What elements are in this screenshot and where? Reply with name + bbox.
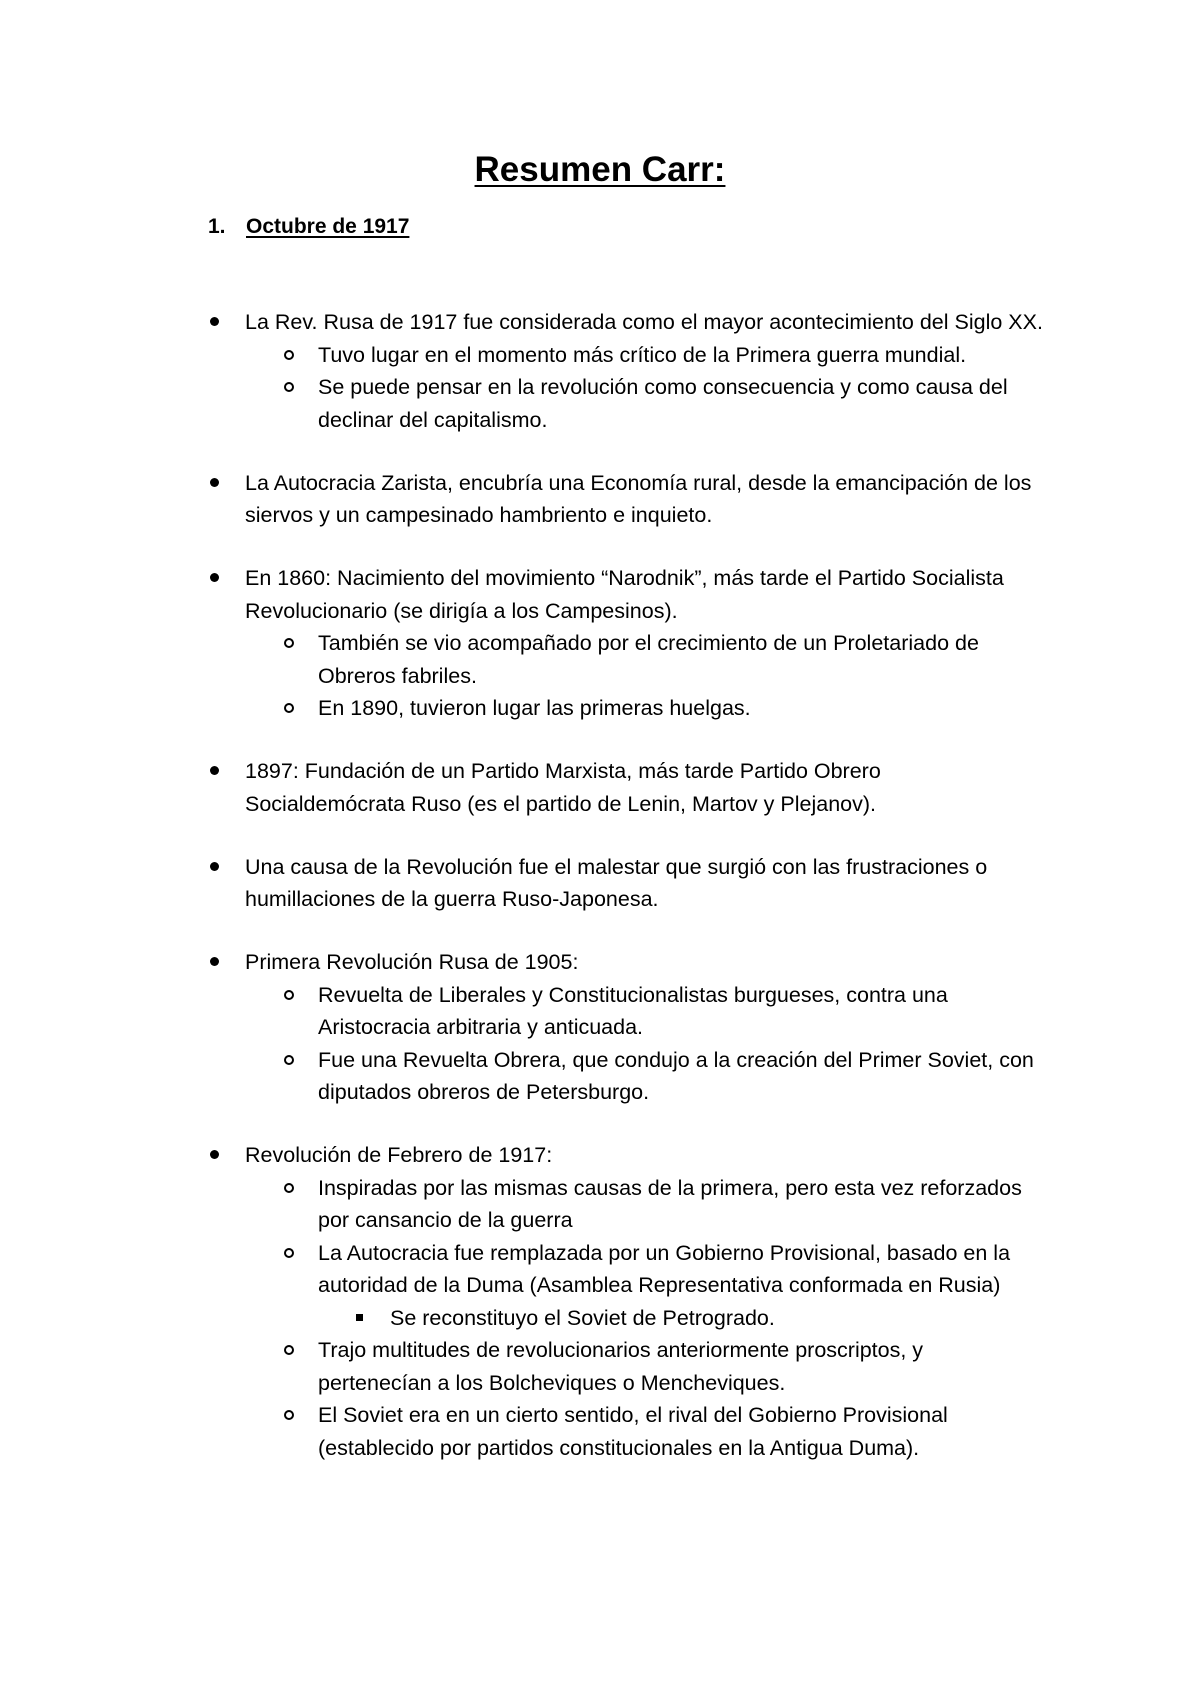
bullet-list — [0, 306, 1200, 1464]
list-item: El Soviet era en un cierto sentido, el rival del Gobierno Provisional (establecido por partidos constitucionales en la Antigua Duma). — [318, 1399, 1038, 1464]
bullet-circle-icon — [284, 350, 294, 360]
bullet-dot-icon — [210, 766, 219, 775]
list-item: Primera Revolución Rusa de 1905: — [245, 946, 1045, 979]
list-item: Una causa de la Revolución fue el malestar que surgió con las frustraciones o humillaciones de la guerra Ruso-Japonesa. — [245, 851, 1045, 916]
bullet-circle-icon — [284, 990, 294, 1000]
bullet-circle-icon — [284, 1345, 294, 1355]
list-item: Tuvo lugar en el momento más crítico de la Primera guerra mundial. — [318, 339, 1038, 372]
bullet-dot-icon — [210, 478, 219, 487]
section-heading-text: Octubre de 1917 — [246, 215, 410, 238]
list-item: Inspiradas por las mismas causas de la primera, pero esta vez reforzados por cansancio de la guerra — [318, 1172, 1038, 1237]
bullet-circle-icon — [284, 703, 294, 713]
bullet-square-icon — [356, 1314, 363, 1321]
spacer — [0, 532, 1200, 563]
list-item: 1897: Fundación de un Partido Marxista, más tarde Partido Obrero Socialdemócrata Ruso (es el partido de Lenin, Martov y Plejanov). — [245, 755, 1045, 820]
bullet-circle-icon — [284, 382, 294, 392]
spacer — [0, 1109, 1200, 1140]
document-title: Resumen Carr: — [474, 150, 726, 189]
list-item: En 1860: Nacimiento del movimiento “Narodnik”, más tarde el Partido Socialista Revolucionario (se dirigía a los Campesinos). — [245, 562, 1045, 627]
bullet-dot-icon — [210, 862, 219, 871]
spacer — [0, 916, 1200, 947]
list-item: Se reconstituyo el Soviet de Petrogrado. — [390, 1302, 1040, 1335]
list-item: La Autocracia fue remplazada por un Gobierno Provisional, basado en la autoridad de la Duma (Asamblea Representativa conformada en Rusia) — [318, 1237, 1038, 1302]
list-item: Se puede pensar en la revolución como consecuencia y como causa del declinar del capitalismo. — [318, 371, 1038, 436]
bullet-circle-icon — [284, 1248, 294, 1258]
list-item: Trajo multitudes de revolucionarios anteriormente proscriptos, y pertenecían a los Bolcheviques o Mencheviques. — [318, 1334, 1038, 1399]
list-item: Fue una Revuelta Obrera, que condujo a la creación del Primer Soviet, con diputados obreros de Petersburgo. — [318, 1044, 1038, 1109]
section-number: 1. — [208, 215, 226, 238]
bullet-dot-icon — [210, 1150, 219, 1159]
list-item: En 1890, tuvieron lugar las primeras huelgas. — [318, 692, 1038, 725]
spacer — [0, 436, 1200, 467]
section-heading — [208, 213, 409, 241]
list-item: También se vio acompañado por el crecimiento de un Proletariado de Obreros fabriles. — [318, 627, 1038, 692]
spacer — [0, 725, 1200, 756]
list-item: Revolución de Febrero de 1917: — [245, 1139, 1045, 1172]
bullet-dot-icon — [210, 317, 219, 326]
bullet-dot-icon — [210, 957, 219, 966]
bullet-dot-icon — [210, 573, 219, 582]
bullet-circle-icon — [284, 1410, 294, 1420]
spacer — [0, 820, 1200, 851]
list-item: La Autocracia Zarista, encubría una Economía rural, desde la emancipación de los siervos y un campesinado hambriento e inquieto. — [245, 467, 1045, 532]
list-item: Revuelta de Liberales y Constitucionalistas burgueses, contra una Aristocracia arbitraria y anticuada. — [318, 979, 1038, 1044]
bullet-circle-icon — [284, 1055, 294, 1065]
bullet-circle-icon — [284, 638, 294, 648]
bullet-circle-icon — [284, 1183, 294, 1193]
list-item: La Rev. Rusa de 1917 fue considerada como el mayor acontecimiento del Siglo XX. — [245, 306, 1045, 339]
